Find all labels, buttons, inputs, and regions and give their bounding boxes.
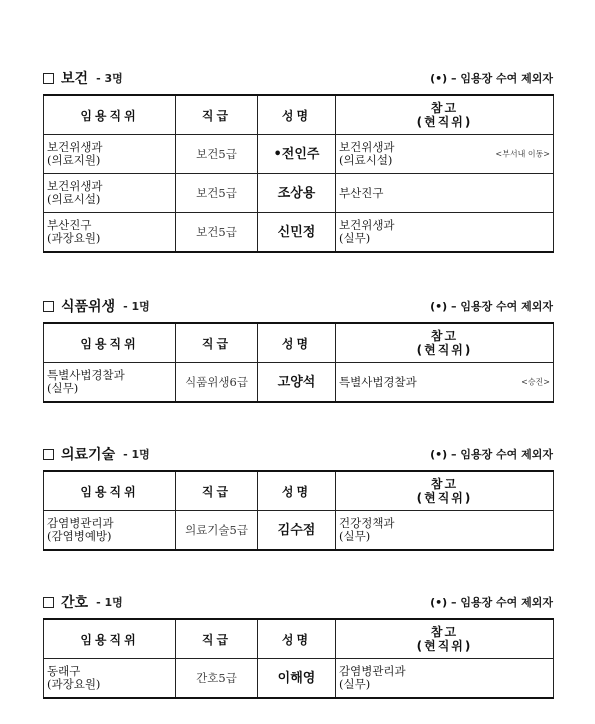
header-name: 성명 <box>258 619 336 659</box>
appointment-table <box>43 470 554 551</box>
section-header <box>43 68 553 88</box>
cell-name: 고양석 <box>258 363 336 403</box>
section-count: - 1명 <box>123 300 150 313</box>
cell-position: 보건위생과 (의료시설) <box>44 174 176 213</box>
exclusion-note: (•) – 임용장 수여 제외자 <box>430 300 553 313</box>
section-title <box>43 296 150 316</box>
header-name: 성명 <box>258 323 336 363</box>
cell-reference: 건강정책과 (실무) <box>336 511 554 551</box>
header-grade: 직급 <box>176 471 258 511</box>
section-title <box>43 68 123 88</box>
checkbox-icon <box>43 597 54 608</box>
cell-grade: 보건5급 <box>176 135 258 174</box>
cell-grade: 식품위생6급 <box>176 363 258 403</box>
header-position: 임용직위 <box>44 619 176 659</box>
section-title-text: 간호 <box>61 595 89 611</box>
header-grade: 직급 <box>176 619 258 659</box>
table-row <box>44 135 554 174</box>
cell-position: 감염병관리과 (감염병예방) <box>44 511 176 551</box>
cell-grade: 간호5급 <box>176 659 258 699</box>
section-health <box>43 68 553 253</box>
cell-name: •전인주 <box>258 135 336 174</box>
section-title-text: 보건 <box>61 71 89 87</box>
header-reference: 참고 (현직위) <box>336 619 554 659</box>
cell-name: 신민정 <box>258 213 336 253</box>
cell-grade: 보건5급 <box>176 174 258 213</box>
section-count: - 1명 <box>96 596 123 609</box>
cell-position: 보건위생과 (의료지원) <box>44 135 176 174</box>
checkbox-icon <box>43 449 54 460</box>
status-tag: <부서내 이동> <box>495 149 550 159</box>
section-title-text: 의료기술 <box>61 447 116 463</box>
checkbox-icon <box>43 73 54 84</box>
cell-reference: 특별사법경찰과 <승진> <box>336 363 554 403</box>
header-position: 임용직위 <box>44 95 176 135</box>
cell-reference: 보건위생과 (의료시설) <부서내 이동> <box>336 135 554 174</box>
cell-grade: 보건5급 <box>176 213 258 253</box>
header-grade: 직급 <box>176 323 258 363</box>
cell-name: 조상용 <box>258 174 336 213</box>
section-medical-tech <box>43 444 553 551</box>
appointment-table <box>43 322 554 403</box>
appointment-table <box>43 94 554 253</box>
table-row <box>44 511 554 551</box>
header-position: 임용직위 <box>44 471 176 511</box>
cell-reference: 감염병관리과 (실무) <box>336 659 554 699</box>
table-header-row <box>44 471 554 511</box>
section-food-hygiene <box>43 296 553 403</box>
table-header-row <box>44 95 554 135</box>
table-header-row <box>44 619 554 659</box>
section-header <box>43 296 553 316</box>
header-grade: 직급 <box>176 95 258 135</box>
checkbox-icon <box>43 301 54 312</box>
section-nursing <box>43 592 553 699</box>
header-reference: 참고 (현직위) <box>336 323 554 363</box>
appointment-table <box>43 618 554 699</box>
status-tag: <승진> <box>521 377 550 387</box>
table-row <box>44 213 554 253</box>
table-row <box>44 363 554 403</box>
cell-grade: 의료기술5급 <box>176 511 258 551</box>
section-count: - 1명 <box>123 448 150 461</box>
section-count: - 3명 <box>96 72 123 85</box>
cell-name: 이해영 <box>258 659 336 699</box>
exclusion-note: (•) – 임용장 수여 제외자 <box>430 596 553 609</box>
table-header-row <box>44 323 554 363</box>
cell-reference: 부산진구 <box>336 174 554 213</box>
header-name: 성명 <box>258 471 336 511</box>
cell-position: 부산진구 (과장요원) <box>44 213 176 253</box>
section-title-text: 식품위생 <box>61 299 116 315</box>
section-title <box>43 444 150 464</box>
header-position: 임용직위 <box>44 323 176 363</box>
exclusion-note: (•) – 임용장 수여 제외자 <box>430 448 553 461</box>
table-row <box>44 659 554 699</box>
header-reference: 참고 (현직위) <box>336 95 554 135</box>
cell-name: 김수점 <box>258 511 336 551</box>
cell-position: 특별사법경찰과 (실무) <box>44 363 176 403</box>
cell-position: 동래구 (과장요원) <box>44 659 176 699</box>
header-reference: 참고 (현직위) <box>336 471 554 511</box>
cell-reference: 보건위생과 (실무) <box>336 213 554 253</box>
table-row <box>44 174 554 213</box>
section-header <box>43 444 553 464</box>
section-header <box>43 592 553 612</box>
section-title <box>43 592 123 612</box>
header-name: 성명 <box>258 95 336 135</box>
exclusion-note: (•) – 임용장 수여 제외자 <box>430 72 553 85</box>
